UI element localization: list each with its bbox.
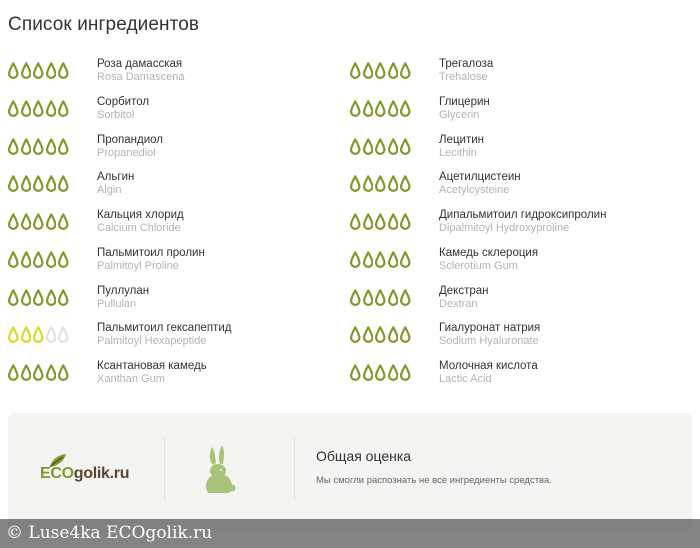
drop-icon	[21, 364, 32, 381]
ingredient-name-ru[interactable]: Камедь склероция	[439, 246, 539, 259]
drop-icon	[400, 175, 411, 192]
safety-rating	[350, 364, 411, 381]
ingredient-item[interactable]	[8, 207, 350, 245]
drop-icon	[375, 326, 386, 343]
drop-icon	[58, 364, 69, 381]
safety-rating	[350, 289, 411, 306]
drop-icon	[58, 213, 69, 230]
drop-icon	[350, 364, 361, 381]
drop-icon	[350, 213, 361, 230]
drop-icon	[33, 326, 44, 343]
ingredient-item[interactable]	[350, 207, 692, 245]
drop-icon	[388, 138, 399, 155]
ingredient-name-en: Trehalose	[439, 71, 488, 83]
ingredient-name-en: Glycerin	[439, 108, 480, 121]
logo-domain-text: golik.ru	[73, 465, 130, 482]
ingredient-name-en: Palmitoyl Hexapeptide	[97, 335, 207, 348]
drop-icon	[46, 326, 57, 343]
drop-icon	[363, 213, 374, 230]
drop-icon	[8, 62, 19, 79]
drop-icon	[375, 175, 386, 192]
drop-icon	[58, 138, 69, 155]
watermark-text: © Luse4ka ECOgolik.ru	[6, 523, 213, 543]
ingredient-name-en: Sodium Hyaluronate	[439, 335, 539, 348]
drop-icon	[400, 62, 411, 79]
ingredient-name-ru[interactable]: Альгин	[97, 171, 135, 184]
drop-icon	[375, 62, 386, 79]
drop-icon	[350, 62, 361, 79]
ingredient-item[interactable]	[350, 245, 692, 283]
safety-rating	[350, 100, 411, 117]
logo-eco-text: ECO	[40, 465, 74, 482]
drop-icon	[400, 138, 411, 155]
drop-icon	[363, 175, 374, 192]
drop-icon	[350, 289, 361, 306]
drop-icon	[46, 100, 57, 117]
drop-icon	[363, 100, 374, 117]
ingredient-item[interactable]	[350, 94, 692, 132]
drop-icon	[33, 213, 44, 230]
safety-rating	[350, 175, 411, 192]
ingredient-name-en: Propanediol	[97, 146, 156, 159]
drop-icon	[46, 175, 57, 192]
drop-icon	[400, 326, 411, 343]
ingredient-name-ru[interactable]: Лецитин	[439, 133, 484, 146]
drop-icon	[21, 213, 32, 230]
ingredient-item[interactable]	[8, 132, 350, 170]
drop-icon	[46, 364, 57, 381]
ingredient-name-ru[interactable]: Пальмитоил пролин	[97, 246, 205, 259]
drop-icon	[350, 326, 361, 343]
drop-icon	[8, 251, 19, 268]
ingredient-name-en: Sclerotium Gum	[439, 259, 518, 272]
ingredient-name-ru[interactable]: Молочная кислота	[439, 360, 538, 372]
ingredient-name-ru[interactable]: Гиалуронат натрия	[439, 322, 541, 335]
ingredient-item[interactable]	[8, 94, 350, 132]
summary-panel	[8, 413, 692, 533]
safety-rating	[350, 251, 411, 268]
drop-icon	[400, 289, 411, 306]
ingredient-item[interactable]	[8, 56, 350, 94]
ingredient-name-en: Xanthan Gum	[97, 373, 165, 385]
drop-icon	[21, 138, 32, 155]
ingredient-name-en: Palmitoyl Proline	[97, 259, 179, 272]
drop-icon	[21, 100, 32, 117]
divider	[294, 437, 295, 501]
ingredient-name-en: Dextran	[439, 297, 478, 310]
drop-icon	[375, 213, 386, 230]
ingredient-name-en: Calcium Chloride	[97, 222, 181, 234]
safety-rating	[8, 326, 69, 343]
safety-rating	[8, 364, 69, 381]
safety-rating	[350, 326, 411, 343]
drop-icon	[8, 289, 19, 306]
drop-icon	[46, 289, 57, 306]
ingredient-name-en: Lactic Acid	[439, 373, 492, 385]
drop-icon	[8, 175, 19, 192]
drop-icon	[58, 251, 69, 268]
ingredient-name-en: Pullulan	[97, 297, 137, 310]
drop-icon	[388, 289, 399, 306]
safety-rating	[8, 175, 69, 192]
ingredient-item[interactable]	[350, 56, 692, 94]
overall-rating-description: Мы смогли распознать не все ингредиенты средства.	[316, 475, 552, 486]
drop-icon	[21, 62, 32, 79]
ingredient-name-ru[interactable]: Ксантановая камедь	[97, 360, 207, 372]
drop-icon	[363, 364, 374, 381]
ingredient-name-en: Dipalmitoyl Hydroxyproline	[439, 222, 570, 234]
ingredient-name-ru[interactable]: Трегалоза	[439, 58, 494, 70]
drop-icon	[388, 100, 399, 117]
safety-rating	[350, 62, 411, 79]
ingredient-name-en: Sorbitol	[97, 108, 135, 121]
drop-icon	[33, 138, 44, 155]
drop-icon	[400, 213, 411, 230]
drop-icon	[8, 138, 19, 155]
drop-icon	[46, 138, 57, 155]
drop-icon	[375, 138, 386, 155]
drop-icon	[350, 100, 361, 117]
safety-rating	[350, 138, 411, 155]
drop-icon	[33, 364, 44, 381]
drop-icon	[363, 251, 374, 268]
ingredient-name-ru[interactable]: Сорбитол	[97, 95, 150, 108]
ingredient-item[interactable]	[350, 132, 692, 170]
ingredient-item[interactable]	[8, 283, 350, 321]
watermark-bar	[0, 519, 700, 548]
divider	[164, 437, 165, 501]
drop-icon	[388, 251, 399, 268]
drop-icon	[8, 326, 19, 343]
ingredient-name-ru[interactable]: Дипальмитоил гидроксипролин	[439, 209, 607, 221]
ingredient-item[interactable]	[350, 358, 692, 396]
drop-icon	[58, 289, 69, 306]
safety-rating	[8, 213, 69, 230]
drop-icon	[375, 100, 386, 117]
drop-icon	[388, 326, 399, 343]
drop-icon	[21, 289, 32, 306]
drop-icon	[58, 62, 69, 79]
drop-icon	[33, 175, 44, 192]
ingredient-item[interactable]	[8, 358, 350, 396]
drop-icon	[8, 364, 19, 381]
safety-rating	[8, 138, 69, 155]
drop-icon	[375, 364, 386, 381]
ingredient-name-ru[interactable]: Пропандиол	[97, 133, 164, 146]
drop-icon	[46, 251, 57, 268]
ingredient-item[interactable]	[8, 245, 350, 283]
ingredient-name-ru[interactable]: Роза дамасская	[97, 58, 183, 70]
drop-icon	[350, 251, 361, 268]
ingredient-name-en: Rosa Damascena	[97, 71, 185, 83]
drop-icon	[33, 289, 44, 306]
ingredient-item[interactable]	[350, 320, 692, 358]
drop-icon	[350, 175, 361, 192]
drop-icon	[58, 326, 69, 343]
ingredients-list	[8, 56, 692, 396]
drop-icon	[400, 364, 411, 381]
drop-icon	[363, 289, 374, 306]
safety-rating	[8, 289, 69, 306]
ingredient-item[interactable]	[350, 169, 692, 207]
ingredient-item[interactable]	[8, 169, 350, 207]
drop-icon	[375, 289, 386, 306]
drop-icon	[388, 213, 399, 230]
ecogolik-logo[interactable]	[38, 451, 138, 495]
drop-icon	[21, 326, 32, 343]
ingredient-name-ru[interactable]: Декстран	[439, 284, 489, 297]
safety-rating	[8, 100, 69, 117]
ingredient-item[interactable]	[350, 283, 692, 321]
drop-icon	[33, 62, 44, 79]
drop-icon	[46, 62, 57, 79]
drop-icon	[58, 175, 69, 192]
safety-rating	[8, 251, 69, 268]
drop-icon	[33, 251, 44, 268]
safety-rating	[8, 62, 69, 79]
ingredient-name-en: Lecithin	[439, 146, 477, 159]
ingredient-name-en: Algin	[97, 184, 122, 197]
bunny-icon	[198, 443, 238, 495]
ingredient-name-ru[interactable]: Пуллулан	[97, 284, 150, 297]
ingredient-name-ru[interactable]: Кальция хлорид	[97, 209, 184, 221]
page-title: Список ингредиентов	[8, 14, 200, 35]
ingredient-name-ru[interactable]: Глицерин	[439, 95, 490, 108]
ingredient-name-ru[interactable]: Ацетилцистеин	[439, 171, 521, 184]
drop-icon	[58, 100, 69, 117]
safety-rating	[350, 213, 411, 230]
ingredient-item[interactable]	[8, 320, 350, 358]
drop-icon	[400, 251, 411, 268]
drop-icon	[350, 138, 361, 155]
drop-icon	[388, 62, 399, 79]
drop-icon	[363, 62, 374, 79]
ingredient-name-ru[interactable]: Пальмитоил гексапептид	[97, 322, 232, 335]
drop-icon	[8, 213, 19, 230]
drop-icon	[400, 100, 411, 117]
overall-rating-title: Общая оценка	[316, 448, 412, 464]
drop-icon	[21, 175, 32, 192]
drop-icon	[363, 326, 374, 343]
drop-icon	[21, 251, 32, 268]
drop-icon	[8, 100, 19, 117]
drop-icon	[33, 100, 44, 117]
drop-icon	[375, 251, 386, 268]
drop-icon	[46, 213, 57, 230]
drop-icon	[388, 364, 399, 381]
drop-icon	[388, 175, 399, 192]
drop-icon	[363, 138, 374, 155]
ingredient-name-en: Acetylcysteine	[439, 184, 510, 197]
